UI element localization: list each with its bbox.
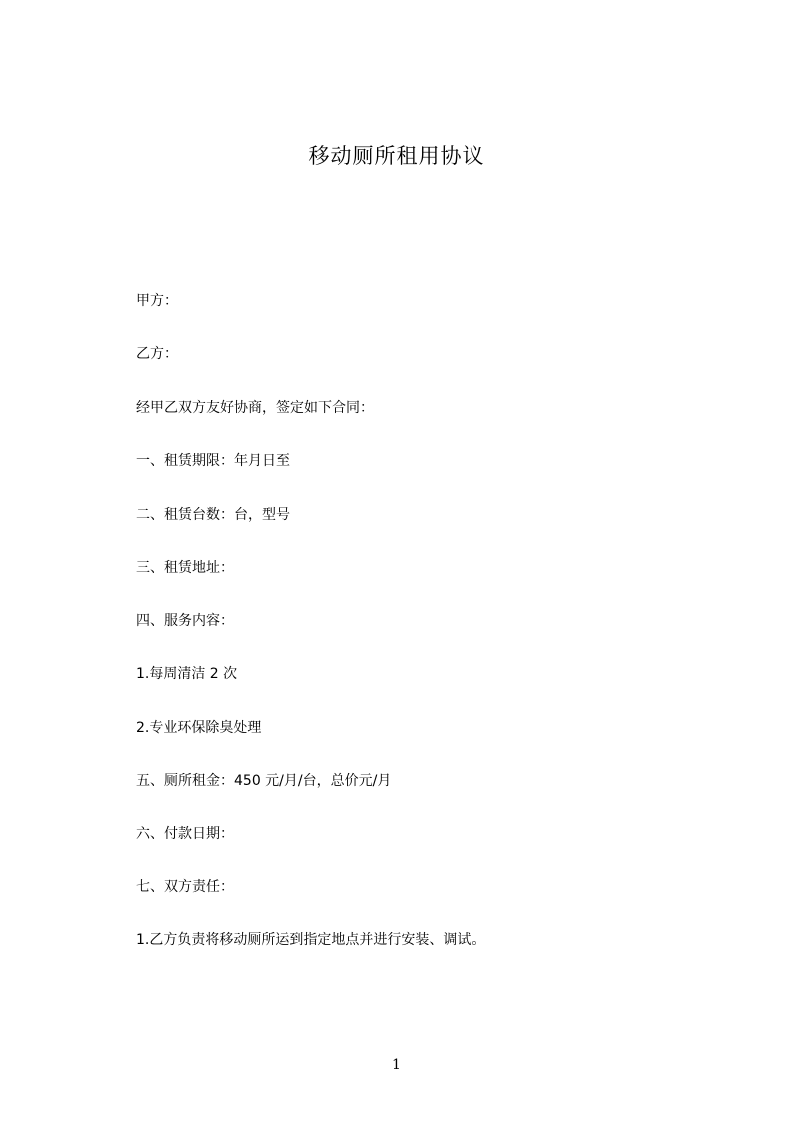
intro-line: 经甲乙双方友好协商，签定如下合同：	[136, 400, 374, 416]
party-a-line: 甲方：	[136, 293, 178, 309]
clause-lease-quantity: 二、租赁台数：台，型号	[136, 507, 290, 523]
service-item-1: 1.每周清洁 2 次	[136, 666, 238, 682]
party-b-line: 乙方：	[136, 346, 178, 362]
clause-rent: 五、厕所租金：450 元/月/台，总价元/月	[136, 773, 392, 789]
clause-responsibilities: 七、双方责任：	[136, 879, 234, 895]
document-title: 移动厕所租用协议	[308, 144, 485, 168]
clause-lease-address: 三、租赁地址：	[136, 560, 234, 576]
duty-item-1: 1.乙方负责将移动厕所运到指定地点并进行安装、调试。	[136, 932, 486, 948]
page-number: 1	[392, 1057, 401, 1073]
service-item-2: 2.专业环保除臭处理	[136, 720, 262, 736]
clause-lease-term: 一、租赁期限：年月日至	[136, 453, 290, 469]
clause-payment-date: 六、付款日期：	[136, 826, 234, 842]
clause-service-content: 四、服务内容：	[136, 613, 234, 629]
